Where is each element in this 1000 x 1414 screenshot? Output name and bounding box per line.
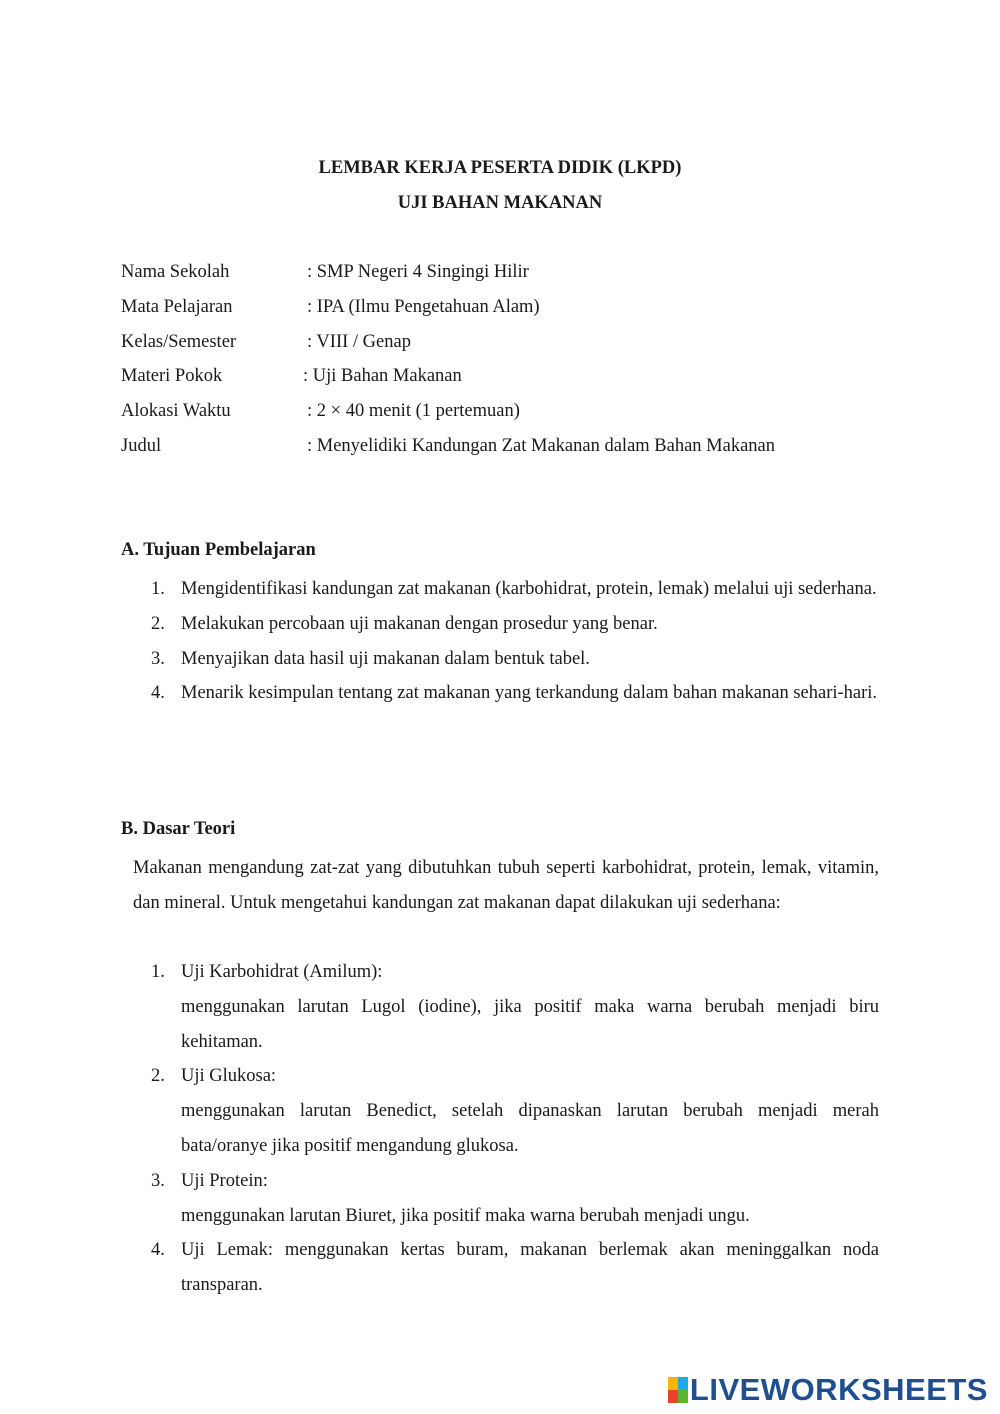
- info-label: Materi Pokok: [121, 366, 223, 387]
- list-number: 2.: [151, 613, 165, 634]
- info-value: : SMP Negeri 4 Singingi Hilir: [307, 262, 529, 282]
- info-row-time: [121, 398, 881, 433]
- info-row-title: [121, 433, 881, 468]
- list-number: 4.: [151, 1240, 165, 1261]
- list-number: 1.: [151, 579, 165, 599]
- info-row-class: [121, 329, 881, 364]
- info-value: : 2 × 40 menit (1 pertemuan): [307, 401, 520, 422]
- list-text: Melakukan percobaan uji makanan dengan prosedur yang benar.: [181, 613, 658, 634]
- list-item: [121, 1164, 879, 1234]
- section-heading-objectives: A. Tujuan Pembelajaran: [121, 540, 316, 560]
- info-value: : IPA (Ilmu Pengetahuan Alam): [307, 296, 540, 317]
- test-title: Uji Lemak: menggunakan kertas buram, makanan berlemak akan meninggalkan noda transparan.: [181, 1240, 879, 1296]
- list-item: [121, 642, 879, 677]
- info-row-subject: [121, 294, 881, 329]
- logo-square-red: [668, 1390, 678, 1403]
- test-description: menggunakan larutan Biuret, jika positif maka warna berubah menjadi ungu.: [181, 1205, 750, 1226]
- tests-list: [121, 955, 879, 1303]
- test-description: menggunakan larutan Lugol (iodine), jika positif maka warna berubah menjadi biru kehitaman.: [181, 996, 879, 1052]
- list-text: Mengidentifikasi kandungan zat makanan (karbohidrat, protein, lemak) melalui uji sederhana.: [181, 579, 877, 599]
- list-text: Menarik kesimpulan tentang zat makanan yang terkandung dalam bahan makanan sehari-hari.: [181, 683, 878, 704]
- info-label: Mata Pelajaran: [121, 296, 233, 317]
- document-subtitle: UJI BAHAN MAKANAN: [397, 193, 603, 213]
- list-item: [121, 1233, 879, 1303]
- list-item: [121, 572, 879, 607]
- test-description: menggunakan larutan Benedict, setelah dipanaskan larutan berubah menjadi merah bata/oranye jika positif mengandung glukosa.: [181, 1101, 879, 1156]
- liveworksheets-brand[interactable]: [668, 1373, 988, 1407]
- info-label: Kelas/Semester: [121, 331, 237, 352]
- list-number: 1.: [151, 962, 165, 982]
- list-text: Menyajikan data hasil uji makanan dalam bentuk tabel.: [181, 648, 590, 669]
- objectives-list: [121, 572, 879, 711]
- test-title: Uji Protein:: [181, 1170, 268, 1191]
- info-value: : Uji Bahan Makanan: [303, 366, 462, 387]
- liveworksheets-logo-icon: [668, 1377, 688, 1403]
- info-value: : VIII / Genap: [307, 331, 411, 352]
- list-item: [121, 676, 879, 711]
- section-heading-theory: B. Dasar Teori: [121, 819, 236, 839]
- test-title: Uji Glukosa:: [181, 1066, 277, 1087]
- test-title: Uji Karbohidrat (Amilum):: [181, 962, 383, 982]
- list-item: [121, 955, 879, 1059]
- list-item: [121, 607, 879, 642]
- logo-square-green: [678, 1390, 688, 1403]
- theory-intro: Makanan mengandung zat-zat yang dibutuhkan tubuh seperti karbohidrat, protein, lemak, vitamin, dan mineral. Untuk mengetahui kandungan zat makanan dapat dilakukan uji sederhana:: [133, 858, 879, 913]
- list-item: [121, 1059, 879, 1163]
- list-number: 4.: [151, 683, 165, 704]
- list-number: 3.: [151, 648, 165, 669]
- info-value: : Menyelidiki Kandungan Zat Makanan dalam Bahan Makanan: [307, 435, 776, 456]
- document-title: LEMBAR KERJA PESERTA DIDIK (LKPD): [318, 158, 682, 178]
- logo-square-blue: [678, 1377, 688, 1390]
- info-label: Judul: [121, 435, 162, 456]
- list-number: 2.: [151, 1066, 165, 1087]
- info-label: Alokasi Waktu: [121, 401, 231, 422]
- info-label: Nama Sekolah: [121, 262, 230, 282]
- info-row-school: [121, 259, 881, 294]
- logo-square-yellow: [668, 1377, 678, 1390]
- list-number: 3.: [151, 1170, 165, 1191]
- identity-table: [121, 259, 881, 468]
- info-row-topic: [121, 363, 881, 398]
- brand-name: LIVEWORKSHEETS: [689, 1372, 988, 1407]
